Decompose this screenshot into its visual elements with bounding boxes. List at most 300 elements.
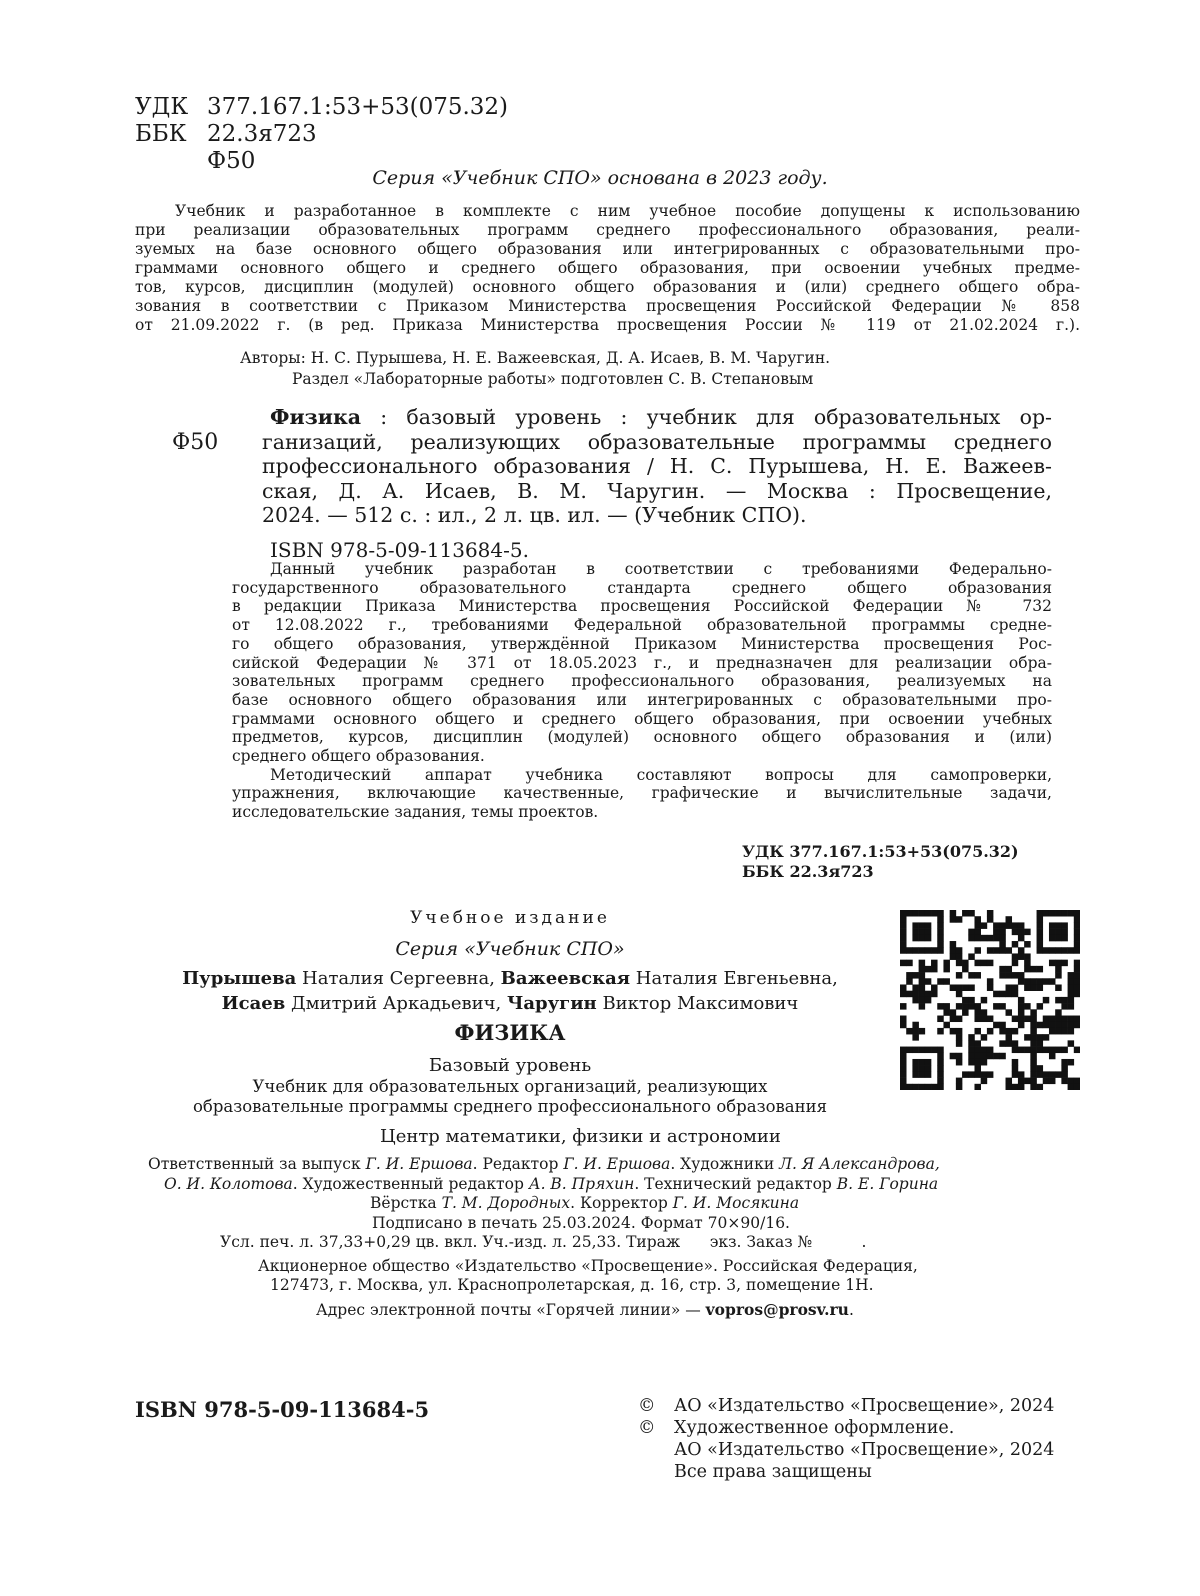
qr-module bbox=[1068, 997, 1075, 1004]
qr-module bbox=[1012, 1065, 1019, 1072]
qr-module bbox=[956, 972, 963, 979]
qr-module bbox=[987, 1071, 994, 1078]
qr-module bbox=[1055, 966, 1062, 973]
qr-module bbox=[1037, 941, 1044, 948]
qr-module bbox=[1055, 960, 1062, 967]
qr-module bbox=[937, 1016, 944, 1023]
qr-module bbox=[1030, 1065, 1037, 1072]
qr-module bbox=[1006, 947, 1013, 954]
annotation-line: государственного образовательного стандарта среднего общего образования bbox=[232, 578, 1052, 597]
qr-module bbox=[987, 910, 994, 917]
qr-module bbox=[1049, 1022, 1056, 1029]
qr-module bbox=[1043, 997, 1050, 1004]
qr-module bbox=[981, 935, 988, 942]
qr-module bbox=[1030, 1016, 1037, 1023]
qr-module bbox=[937, 910, 944, 917]
qr-module bbox=[1037, 947, 1044, 954]
qr-module bbox=[1043, 1071, 1050, 1078]
qr-code-graphic bbox=[900, 910, 1080, 1090]
qr-module bbox=[1074, 1016, 1080, 1023]
author-name: Наталия Сергеевна, bbox=[296, 968, 501, 989]
imprint-text: Вёрстка bbox=[370, 1194, 442, 1212]
qr-module bbox=[1061, 910, 1068, 917]
qr-module bbox=[981, 1016, 988, 1023]
qr-module bbox=[1012, 1047, 1019, 1054]
qr-module bbox=[900, 984, 907, 991]
qr-module bbox=[1018, 929, 1025, 936]
qr-module bbox=[931, 984, 938, 991]
bibliographic-line: ская, Д. А. Исаев, В. М. Чаругин. — Москва : Просвещение, bbox=[262, 478, 1052, 503]
qr-module bbox=[1049, 1047, 1056, 1054]
qr-module bbox=[931, 947, 938, 954]
qr-module bbox=[968, 1047, 975, 1054]
qr-module bbox=[1012, 1016, 1019, 1023]
qr-module bbox=[1068, 991, 1075, 998]
qr-module bbox=[1055, 1047, 1062, 1054]
qr-module bbox=[1024, 953, 1031, 960]
qr-module bbox=[1074, 922, 1080, 929]
imprint-publisher: Акционерное общество «Издательство «Просвещение». Российская Федерация, bbox=[258, 1256, 918, 1275]
qr-module bbox=[1012, 960, 1019, 967]
qr-module bbox=[1061, 1016, 1068, 1023]
qr-module bbox=[919, 984, 926, 991]
qr-module bbox=[950, 984, 957, 991]
bibliographic-line: профессионального образования / Н. С. Пурышева, Н. Е. Важеев- bbox=[262, 454, 1052, 478]
qr-module bbox=[1024, 1003, 1031, 1010]
qr-module bbox=[974, 960, 981, 967]
imprint-text: . bbox=[848, 1300, 854, 1319]
qr-module bbox=[912, 972, 919, 979]
qr-module bbox=[937, 916, 944, 923]
qr-module bbox=[906, 972, 913, 979]
qr-module bbox=[956, 1034, 963, 1041]
qr-module bbox=[1030, 978, 1037, 985]
qr-module bbox=[1030, 1053, 1037, 1060]
qr-module bbox=[974, 1009, 981, 1016]
qr-module bbox=[1074, 1078, 1080, 1085]
qr-module bbox=[900, 1053, 907, 1060]
qr-module bbox=[1049, 960, 1056, 967]
qr-module bbox=[993, 922, 1000, 929]
qr-module bbox=[906, 1084, 913, 1090]
imprint-text: . Редактор bbox=[472, 1155, 564, 1173]
qr-module bbox=[912, 929, 919, 936]
qr-module bbox=[1006, 1034, 1013, 1041]
qr-module bbox=[1006, 1084, 1013, 1090]
qr-module bbox=[900, 991, 907, 998]
qr-module bbox=[1074, 947, 1080, 954]
qr-module bbox=[999, 922, 1006, 929]
approval-line: зуемых на базе основного общего образования или интегрированных с образовательными про- bbox=[135, 240, 1080, 258]
imprint-person: Л. Я Александрова, bbox=[779, 1155, 940, 1173]
qr-module bbox=[999, 991, 1006, 998]
imprint-person: Г. И. Ершова bbox=[365, 1155, 473, 1173]
qr-module bbox=[974, 1028, 981, 1035]
qr-module bbox=[912, 1071, 919, 1078]
isbn-bibliographic: ISBN 978-5-09-113684-5. bbox=[270, 538, 529, 562]
annotation-line: в редакции Приказа Министерства просвещения Российской Федерации № 732 bbox=[232, 597, 1052, 616]
qr-module bbox=[956, 947, 963, 954]
qr-module bbox=[950, 941, 957, 948]
copyright-line: АО «Издательство «Просвещение», 2024 bbox=[674, 1440, 1055, 1460]
qr-module bbox=[950, 910, 957, 917]
qr-module bbox=[987, 960, 994, 967]
qr-module bbox=[1074, 966, 1080, 973]
qr-module bbox=[1012, 972, 1019, 979]
qr-module bbox=[1037, 935, 1044, 942]
qr-module bbox=[956, 1059, 963, 1066]
qr-module bbox=[925, 966, 932, 973]
qr-module bbox=[1068, 1078, 1075, 1085]
qr-module bbox=[999, 929, 1006, 936]
annotation-line: зовательных программ среднего профессионального образования, реализуемых на bbox=[232, 672, 1052, 691]
qr-module bbox=[931, 1047, 938, 1054]
qr-module bbox=[999, 947, 1006, 954]
qr-module bbox=[1037, 910, 1044, 917]
qr-module bbox=[968, 972, 975, 979]
approval-line: Учебник и разработанное в комплекте с ним учебное пособие допущены к использованию bbox=[175, 202, 1080, 220]
qr-module bbox=[1049, 978, 1056, 985]
qr-module bbox=[1055, 922, 1062, 929]
qr-module bbox=[937, 1003, 944, 1010]
qr-module bbox=[919, 997, 926, 1004]
qr-module bbox=[1049, 935, 1056, 942]
imprint-person: О. И. Колотова bbox=[164, 1174, 293, 1193]
qr-module bbox=[962, 910, 969, 917]
author-name: Наталия Евгеньевна, bbox=[630, 968, 838, 989]
qr-module bbox=[962, 984, 969, 991]
qr-module bbox=[1061, 922, 1068, 929]
qr-module bbox=[981, 1047, 988, 1054]
qr-module bbox=[919, 978, 926, 985]
annotation-line: Методический аппарат учебника составляют вопросы для самопроверки, bbox=[270, 765, 1052, 784]
qr-module bbox=[1055, 929, 1062, 936]
qr-module bbox=[1030, 1047, 1037, 1054]
qr-module bbox=[1068, 1028, 1075, 1035]
qr-module bbox=[999, 941, 1006, 948]
qr-module bbox=[968, 929, 975, 936]
qr-module bbox=[1030, 966, 1037, 973]
qr-module bbox=[900, 929, 907, 936]
qr-module bbox=[937, 941, 944, 948]
qr-module bbox=[1043, 1047, 1050, 1054]
qr-module bbox=[974, 947, 981, 954]
qr-module bbox=[1074, 1084, 1080, 1090]
annotation-line: от 12.08.2022 г., требованиями Федеральной образовательной программы средне- bbox=[232, 616, 1052, 635]
qr-module bbox=[919, 947, 926, 954]
qr-module bbox=[1043, 1034, 1050, 1041]
qr-module bbox=[1074, 910, 1080, 917]
qr-module bbox=[912, 991, 919, 998]
qr-module bbox=[906, 960, 913, 967]
edition-description bbox=[130, 1077, 890, 1117]
annotation-line: базе основного общего образования или интегрированных с образовательными про- bbox=[232, 690, 1052, 709]
qr-module bbox=[900, 1071, 907, 1078]
qr-module bbox=[1074, 991, 1080, 998]
qr-module bbox=[1074, 935, 1080, 942]
qr-module bbox=[950, 953, 957, 960]
qr-module bbox=[1049, 1028, 1056, 1035]
qr-module bbox=[1061, 1071, 1068, 1078]
qr-module bbox=[981, 1078, 988, 1085]
qr-module bbox=[993, 935, 1000, 942]
qr-module bbox=[981, 1059, 988, 1066]
qr-module bbox=[1012, 922, 1019, 929]
qr-module bbox=[925, 947, 932, 954]
qr-module bbox=[919, 1071, 926, 1078]
qr-module bbox=[1012, 991, 1019, 998]
qr-module bbox=[919, 929, 926, 936]
qr-module bbox=[974, 972, 981, 979]
copyright-line: Художественное оформление. bbox=[674, 1418, 955, 1438]
qr-module bbox=[999, 1022, 1006, 1029]
qr-module bbox=[1012, 1084, 1019, 1090]
qr-module bbox=[950, 916, 957, 923]
qr-module bbox=[937, 1047, 944, 1054]
annotation-line: упражнения, включающие качественные, графические и вычислительные задачи, bbox=[232, 784, 1052, 803]
qr-module bbox=[968, 1059, 975, 1066]
qr-module bbox=[999, 1003, 1006, 1010]
copyright-icon: © bbox=[638, 1418, 656, 1438]
qr-module bbox=[968, 1071, 975, 1078]
qr-module bbox=[950, 947, 957, 954]
qr-module bbox=[1055, 1071, 1062, 1078]
qr-module bbox=[1012, 984, 1019, 991]
classification-header bbox=[135, 94, 508, 175]
qr-module bbox=[987, 1053, 994, 1060]
qr-module bbox=[1074, 978, 1080, 985]
qr-module bbox=[1068, 984, 1075, 991]
qr-module bbox=[1024, 960, 1031, 967]
qr-module bbox=[999, 966, 1006, 973]
qr-module bbox=[1012, 929, 1019, 936]
qr-module bbox=[1030, 1071, 1037, 1078]
qr-module bbox=[1055, 935, 1062, 942]
qr-module bbox=[943, 978, 950, 985]
qr-module bbox=[900, 1059, 907, 1066]
imprint-text: . Корректор bbox=[570, 1194, 673, 1212]
annotation-line: исследовательские задания, темы проектов. bbox=[232, 803, 599, 822]
qr-module bbox=[974, 1016, 981, 1023]
qr-module bbox=[925, 922, 932, 929]
qr-module bbox=[1024, 984, 1031, 991]
qr-module bbox=[956, 960, 963, 967]
qr-module bbox=[1018, 1047, 1025, 1054]
edition-desc-line: Учебник для образовательных организаций, реализующих bbox=[252, 1077, 768, 1096]
qr-module bbox=[943, 966, 950, 973]
approval-line: тов, курсов, дисциплин (модулей) основного общего образования и (или) среднего общего обра- bbox=[135, 278, 1080, 296]
author-surname: Пурышева bbox=[182, 968, 297, 989]
qr-module bbox=[1018, 935, 1025, 942]
qr-module bbox=[968, 1003, 975, 1010]
qr-module bbox=[974, 1003, 981, 1010]
qr-module bbox=[1068, 972, 1075, 979]
qr-module bbox=[919, 935, 926, 942]
qr-module bbox=[999, 1040, 1006, 1047]
qr-module bbox=[956, 1028, 963, 1035]
qr-module bbox=[1068, 1003, 1075, 1010]
qr-module bbox=[1074, 1022, 1080, 1029]
qr-module bbox=[1018, 997, 1025, 1004]
edition-desc-line: образовательные программы среднего профессионального образования bbox=[192, 1097, 828, 1116]
qr-module bbox=[968, 910, 975, 917]
qr-module bbox=[981, 922, 988, 929]
qr-module bbox=[1024, 1016, 1031, 1023]
approval-line: зования в соответствии с Приказом Министерства просвещения Российской Федерации № 858 bbox=[135, 297, 1080, 315]
qr-module bbox=[999, 935, 1006, 942]
qr-module bbox=[1061, 935, 1068, 942]
bibliographic-line: ганизаций, реализующих образовательные программы среднего bbox=[262, 429, 1052, 454]
approval-line: граммами основного общего и среднего общего образования, при освоении учебных предме- bbox=[135, 259, 1080, 277]
qr-module bbox=[1018, 947, 1025, 954]
imprint-person: А. В. Пряхин bbox=[528, 1174, 635, 1193]
bbk-right: ББК 22.3я723 bbox=[742, 862, 874, 881]
udk-right: УДК 377.167.1:53+53(075.32) bbox=[742, 842, 1019, 861]
qr-module bbox=[974, 1053, 981, 1060]
qr-module bbox=[1030, 1034, 1037, 1041]
qr-module bbox=[987, 984, 994, 991]
copyright-line: АО «Издательство «Просвещение», 2024 bbox=[674, 1396, 1055, 1416]
imprint-text: . Технический редактор bbox=[634, 1174, 837, 1193]
qr-module bbox=[1024, 941, 1031, 948]
qr-module bbox=[1061, 1059, 1068, 1066]
qr-module bbox=[937, 1078, 944, 1085]
qr-module bbox=[912, 935, 919, 942]
qr-module bbox=[1030, 1028, 1037, 1035]
qr-module bbox=[919, 910, 926, 917]
qr-module bbox=[993, 1053, 1000, 1060]
qr-module bbox=[956, 1084, 963, 1090]
bibliographic-sign: Ф50 bbox=[172, 430, 219, 455]
author-surname: Важеевская bbox=[500, 968, 631, 989]
qr-module bbox=[919, 1003, 926, 1010]
authors-block bbox=[240, 348, 830, 390]
qr-module bbox=[1043, 1078, 1050, 1085]
qr-module bbox=[1043, 1016, 1050, 1023]
lab-section-line: Раздел «Лабораторные работы» подготовлен С. В. Степановым bbox=[292, 370, 814, 388]
qr-module bbox=[937, 929, 944, 936]
qr-module bbox=[1030, 984, 1037, 991]
qr-module bbox=[937, 1084, 944, 1090]
qr-module bbox=[937, 935, 944, 942]
qr-module bbox=[1074, 960, 1080, 967]
qr-module bbox=[1006, 966, 1013, 973]
qr-module bbox=[1049, 910, 1056, 917]
qr-module bbox=[1006, 1009, 1013, 1016]
qr-module bbox=[1074, 984, 1080, 991]
qr-module bbox=[900, 1084, 907, 1090]
qr-module bbox=[931, 910, 938, 917]
qr-module bbox=[956, 1040, 963, 1047]
imprint-person: В. Е. Горина bbox=[836, 1174, 939, 1193]
qr-module bbox=[974, 916, 981, 923]
qr-module bbox=[1055, 1022, 1062, 1029]
qr-module bbox=[1018, 1078, 1025, 1085]
qr-module bbox=[1037, 916, 1044, 923]
copyright-icon: © bbox=[638, 1396, 656, 1416]
udk-label: УДК bbox=[135, 94, 189, 120]
qr-module bbox=[912, 947, 919, 954]
qr-module bbox=[900, 960, 907, 967]
qr-module bbox=[1049, 947, 1056, 954]
bibliographic-line: : базовый уровень : учебник для образовательных ор- bbox=[361, 405, 1052, 429]
qr-module bbox=[900, 910, 907, 917]
qr-module bbox=[1037, 1022, 1044, 1029]
qr-module bbox=[919, 972, 926, 979]
qr-module bbox=[1055, 910, 1062, 917]
annotation-line: граммами основного общего и среднего общего образования, при освоении учебных bbox=[232, 709, 1052, 728]
annotation-line: предметов, курсов, дисциплин (модулей) основного общего образования и (или) bbox=[232, 728, 1052, 747]
qr-module bbox=[981, 1071, 988, 1078]
qr-module bbox=[1061, 947, 1068, 954]
hotline-email: vopros@prosv.ru bbox=[705, 1299, 849, 1319]
qr-module bbox=[919, 1065, 926, 1072]
qr-module bbox=[925, 910, 932, 917]
qr-module bbox=[999, 1053, 1006, 1060]
qr-module bbox=[919, 922, 926, 929]
qr-module bbox=[1024, 1078, 1031, 1085]
qr-module bbox=[1074, 1047, 1080, 1054]
qr-module bbox=[1049, 1016, 1056, 1023]
qr-module bbox=[1037, 1071, 1044, 1078]
qr-module bbox=[1018, 1084, 1025, 1090]
author-name: Виктор Максимович bbox=[596, 993, 799, 1014]
qr-module bbox=[900, 941, 907, 948]
qr-module bbox=[1037, 1065, 1044, 1072]
qr-module bbox=[925, 1059, 932, 1066]
qr-module bbox=[925, 1065, 932, 1072]
qr-module bbox=[1030, 1040, 1037, 1047]
qr-module bbox=[1055, 997, 1062, 1004]
qr-module bbox=[974, 1065, 981, 1072]
qr-module bbox=[1055, 1016, 1062, 1023]
qr-module bbox=[912, 1034, 919, 1041]
qr-module bbox=[993, 1003, 1000, 1010]
qr-module bbox=[919, 1047, 926, 1054]
qr-module bbox=[931, 991, 938, 998]
qr-module bbox=[974, 935, 981, 942]
qr-module bbox=[1030, 1009, 1037, 1016]
qr-module bbox=[912, 922, 919, 929]
qr-module bbox=[1061, 1078, 1068, 1085]
qr-module bbox=[900, 916, 907, 923]
qr-module bbox=[1061, 960, 1068, 967]
qr-module bbox=[1024, 1034, 1031, 1041]
qr-module bbox=[987, 935, 994, 942]
imprint-block bbox=[140, 1155, 1060, 1320]
imprint-person: Т. М. Дородных bbox=[441, 1194, 571, 1212]
qr-module bbox=[999, 1028, 1006, 1035]
qr-module bbox=[1018, 922, 1025, 929]
imprint-person: Г. И. Ершова bbox=[563, 1155, 671, 1173]
qr-module bbox=[919, 966, 926, 973]
qr-module bbox=[925, 929, 932, 936]
qr-module bbox=[1018, 1071, 1025, 1078]
qr-module bbox=[1061, 1065, 1068, 1072]
qr-module bbox=[925, 935, 932, 942]
qr-module bbox=[1006, 1028, 1013, 1035]
qr-module bbox=[981, 1034, 988, 1041]
edition-type: Учебное издание bbox=[410, 908, 610, 928]
qr-module bbox=[931, 960, 938, 967]
qr-module bbox=[937, 1071, 944, 1078]
qr-module bbox=[987, 916, 994, 923]
qr-module bbox=[968, 953, 975, 960]
qr-module bbox=[974, 929, 981, 936]
qr-module bbox=[956, 953, 963, 960]
qr-module bbox=[1006, 972, 1013, 979]
qr-module bbox=[1037, 929, 1044, 936]
